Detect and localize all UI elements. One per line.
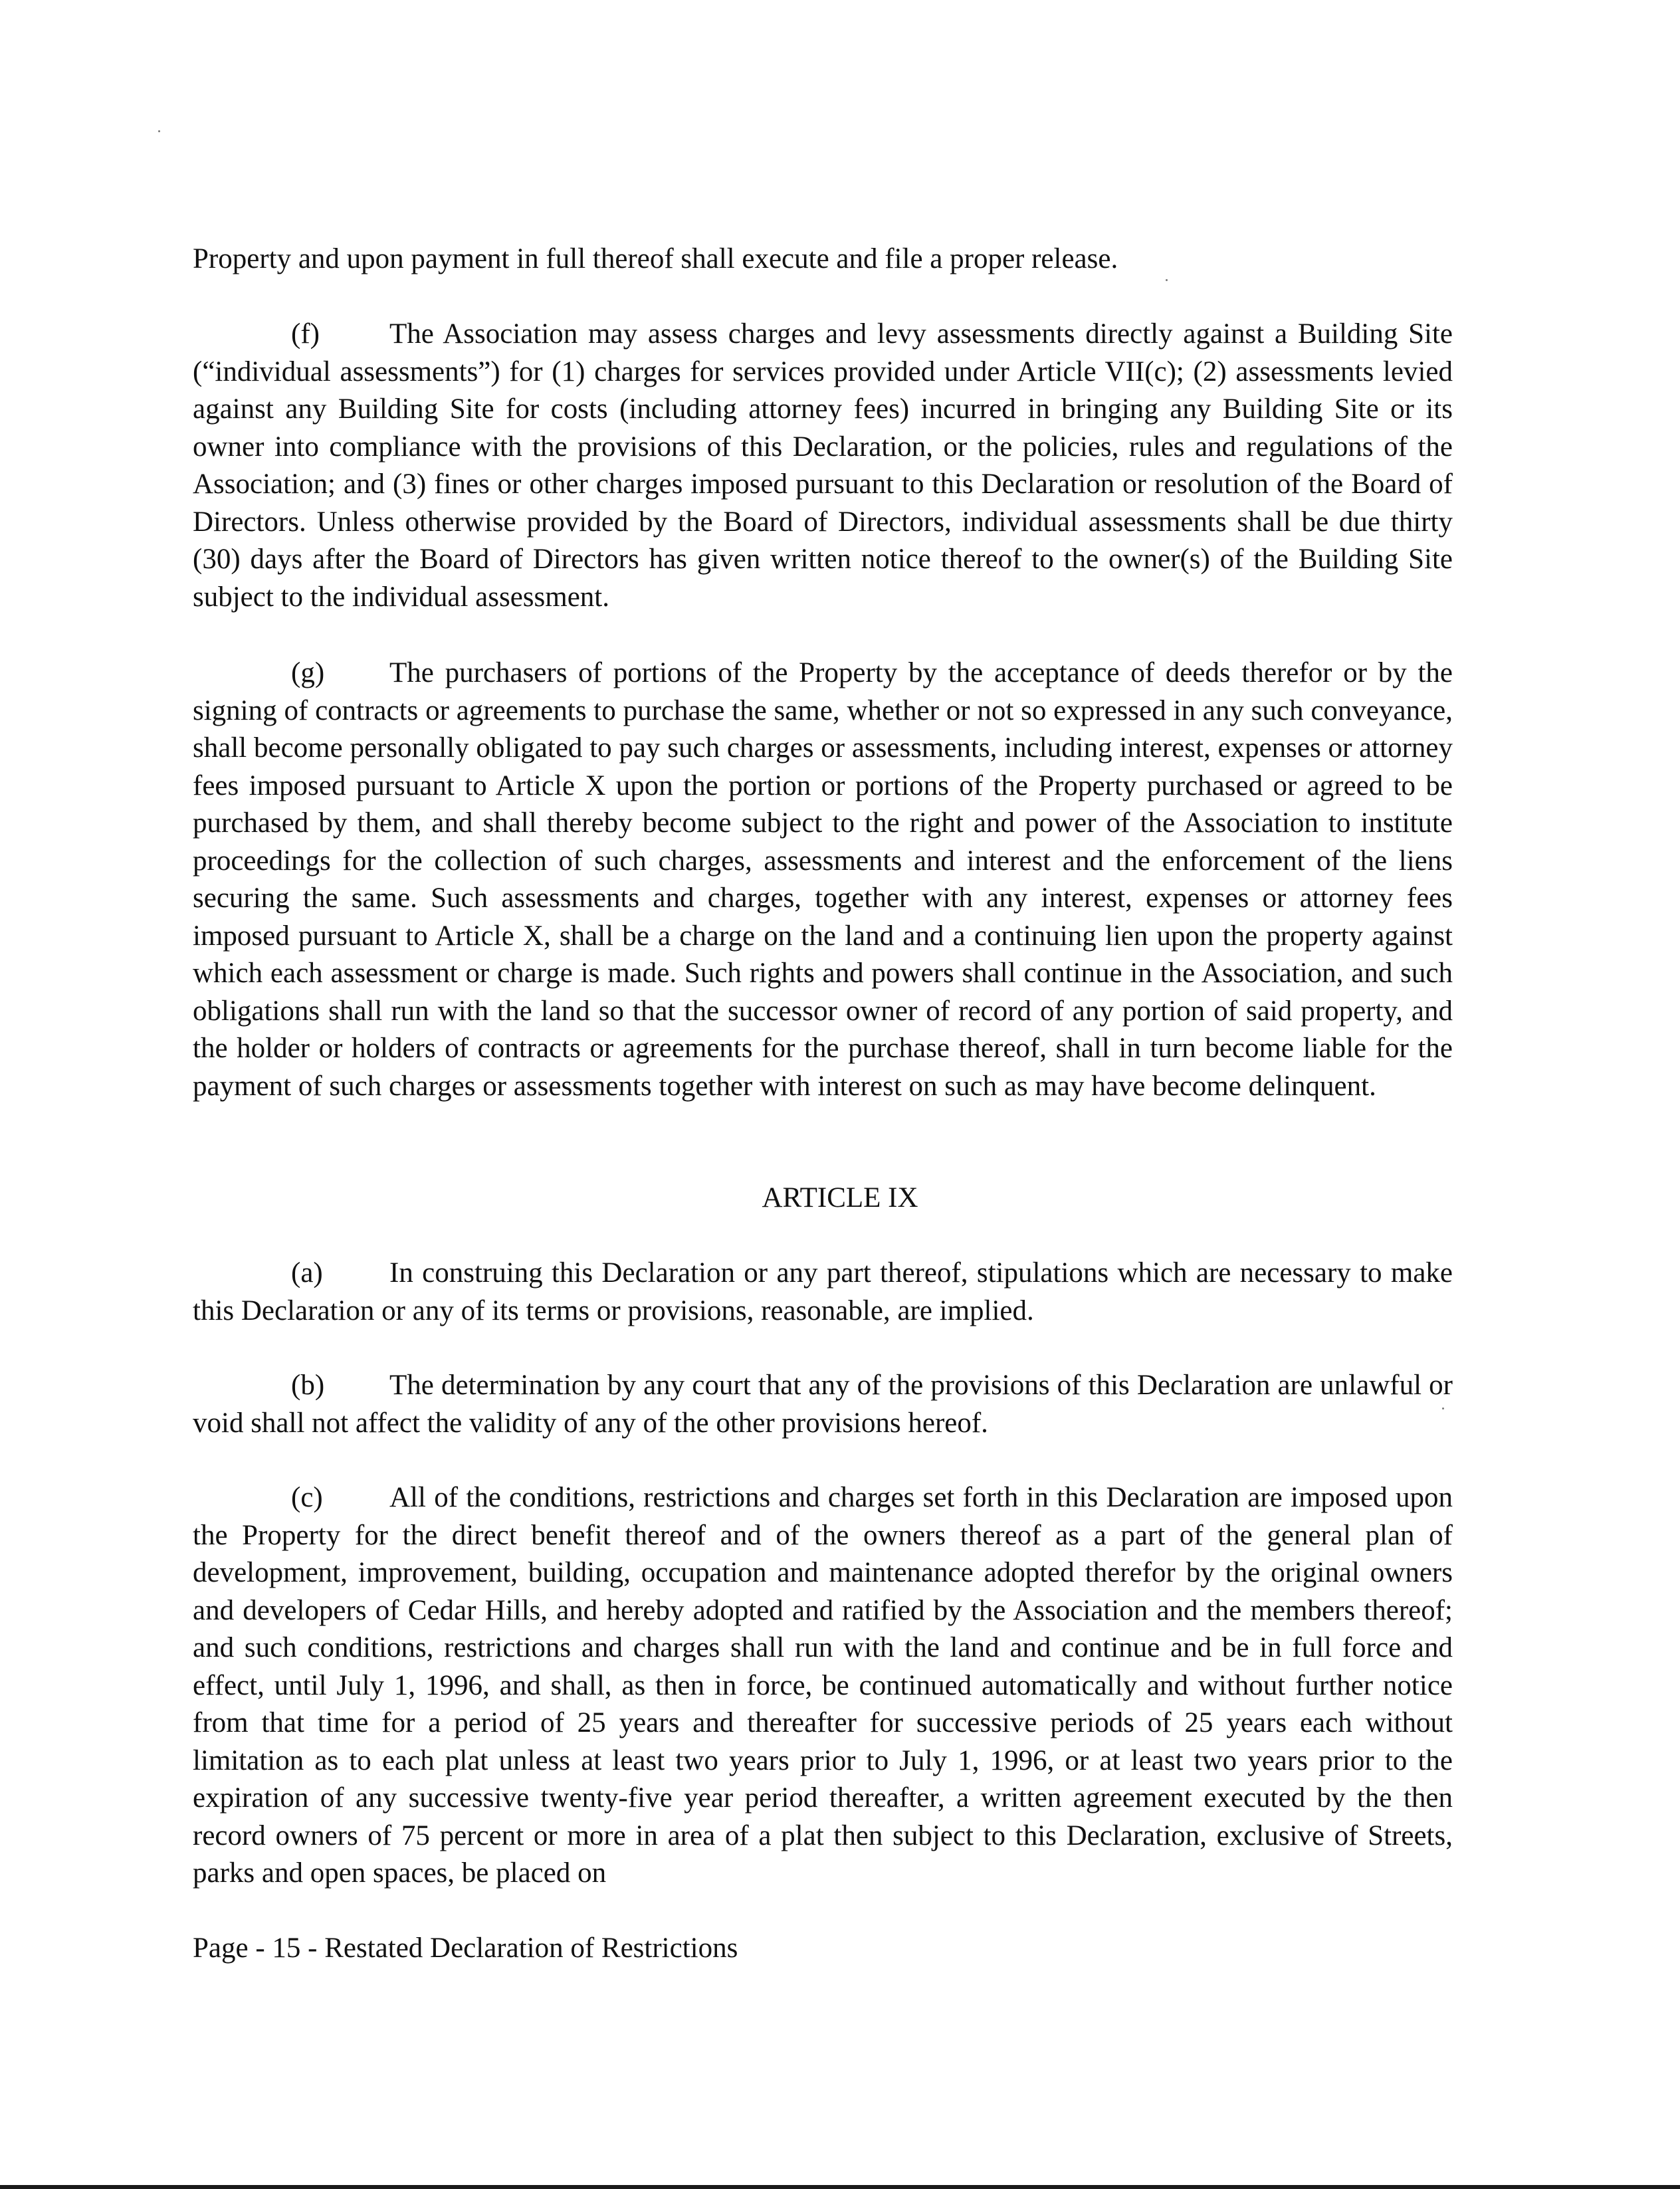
paragraph-a-text: In construing this Declaration or any part thereof, stipulations which are necessary to make this Declaration or any of its terms or provisions, reasonable, are implied.	[193, 1257, 1453, 1326]
paragraph-g	[193, 655, 1453, 1105]
paragraph-c-text: All of the conditions, restrictions and charges set forth in this Declaration are imposed upon the Property for the direct benefit thereof and of the owners thereof as a part of the general plan of development, improvement, building, occupation and maintenance adopted therefor by the original owners and developers of Cedar Hills, and hereby adopted and ratified by the Association and the members thereof; and such conditions, restrictions and charges shall run with the land and continue and be in full force and effect, until July 1, 1996, and shall, as then in force, be continued automatically and without further notice from that time for a period of 25 years and thereafter for successive periods of 25 years each without limitation as to each plat unless at least two years prior to July 1, 1996, or at least two years prior to the expiration of any successive twenty-five year period thereafter, a written agreement executed by the then record owners of 75 percent or more in area of a plat then subject to this Declaration, exclusive of Streets, parks and open spaces, be placed on	[193, 1482, 1453, 1889]
paragraph-b	[193, 1367, 1453, 1442]
carryover-paragraph: Property and upon payment in full thereof shall execute and file a proper release.	[193, 243, 1118, 274]
paragraph-f	[193, 316, 1453, 616]
paragraph-c	[193, 1479, 1453, 1893]
article-heading: ARTICLE IX	[762, 1182, 918, 1213]
scan-speck	[1166, 279, 1168, 281]
scan-speck	[158, 130, 160, 132]
paragraph-a-label: (a)	[291, 1257, 323, 1289]
scan-speck	[1442, 1407, 1444, 1409]
paragraph-f-label: (f)	[291, 318, 320, 350]
page-footer: Page - 15 - Restated Declaration of Restrictions	[193, 1932, 738, 1964]
paragraph-c-label: (c)	[291, 1482, 323, 1513]
paragraph-a	[193, 1255, 1453, 1330]
paragraph-b-text: The determination by any court that any of the provisions of this Declaration are unlawful or void shall not affect the validity of any of the other provisions hereof.	[193, 1370, 1453, 1439]
paragraph-g-text: The purchasers of portions of the Property by the acceptance of deeds therefor or by the signing of contracts or agreements to purchase the same, whether or not so expressed in any such conveyance, shall become personally obligated to pay such charges or assessments, including interest, expenses or attorney fees imposed pursuant to Article X upon the portion or portions of the Property purchased or agreed to be purchased by them, and shall thereby become subject to the right and power of the Association to institute proceedings for the collection of such charges, assessments and interest and the enforcement of the liens securing the same. Such assessments and charges, together with any interest, expenses or attorney fees imposed pursuant to Article X, shall be a charge on the land and a continuing lien upon the property against which each assessment or charge is made. Such rights and powers shall continue in the Association, and such obligations shall run with the land so that the successor owner of record of any portion of said property, and the holder or holders of contracts or agreements for the purchase thereof, shall in turn become liable for the payment of such charges or assessments together with interest on such as may have become delinquent.	[193, 657, 1453, 1102]
paragraph-b-label: (b)	[291, 1370, 325, 1401]
paragraph-g-label: (g)	[291, 657, 325, 688]
scan-edge-line	[0, 2185, 1680, 2189]
paragraph-f-text: The Association may assess charges and levy assessments directly against a Building Site (“individual assessments”) for (1) charges for services provided under Article VII(c); (2) assessments levied against any Building Site for costs (including attorney fees) incurred in bringing any Building Site or its owner into compliance with the provisions of this Declaration, or the policies, rules and regulations of the Association; and (3) fines or other charges imposed pursuant to this Declaration or resolution of the Board of Directors. Unless otherwise provided by the Board of Directors, individual assessments shall be due thirty (30) days after the Board of Directors has given written notice thereof to the owner(s) of the Building Site subject to the individual assessment.	[193, 318, 1453, 613]
